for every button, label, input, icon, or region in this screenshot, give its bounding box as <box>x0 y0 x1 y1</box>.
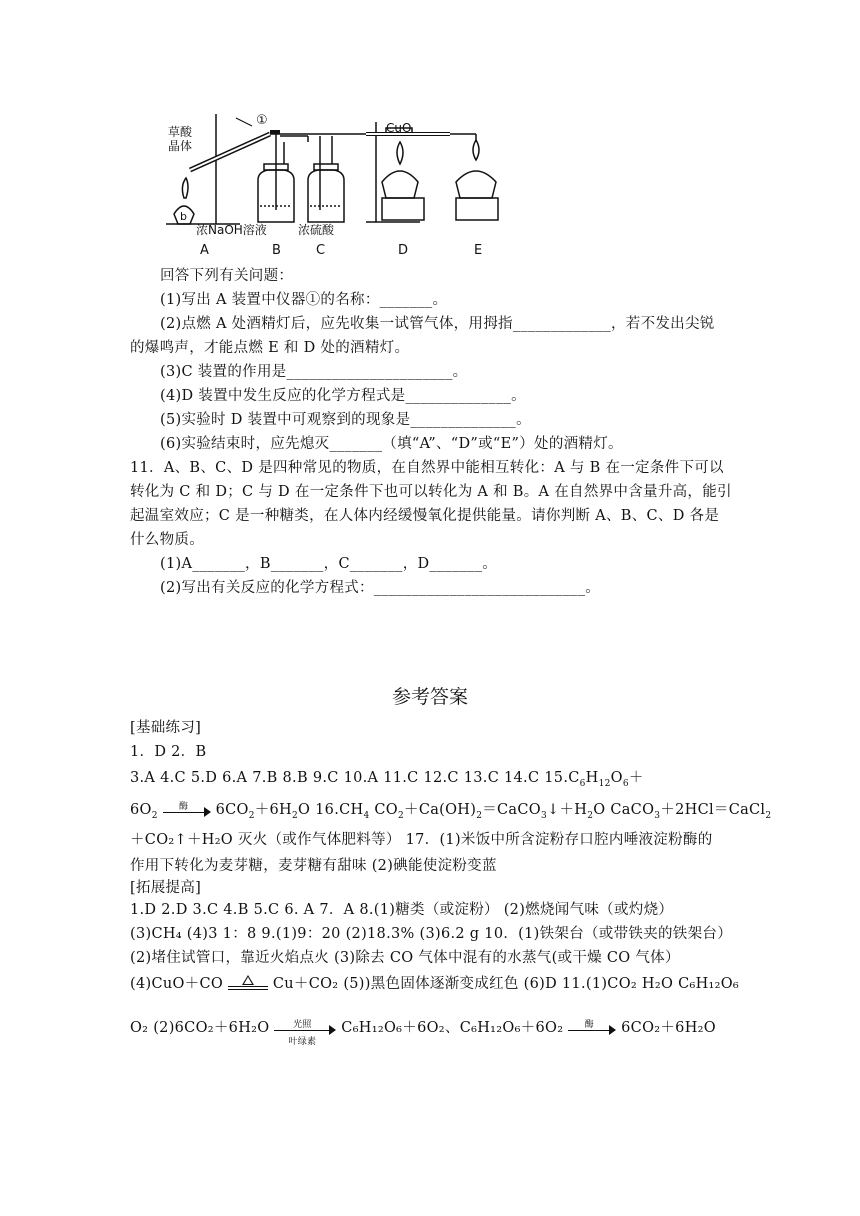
question-line: (3)C 装置的作用是______________________。 <box>160 364 468 380</box>
letter-b: B <box>272 243 281 258</box>
letter-c: C <box>316 243 326 258</box>
answer-line: $6O_2$ 酶 $6CO_2+6H_2O$ $16.CH_4$ $CO_2+Ca(OH)_2=CaCO_3↓+H_2O$ CaCO$_3$＋2HCl＝CaCl$_2$ <box>130 802 772 821</box>
question-line: (6)实验结束时，应先熄灭_______（填“A”、“D”或“E”）处的酒精灯。 <box>160 436 623 452</box>
answer-line: 1.D 2.D 3.C 4.B 5.C 6. A 7．A 8.(1)糖类（或淀粉） (2)燃烧闻气味（或灼烧） <box>130 902 674 918</box>
question-line: 回答下列有关问题： <box>160 268 294 284</box>
answer-title: 参考答案 <box>391 686 468 708</box>
answer-line: O₂ (2)6CO₂＋6H₂O 光照 叶绿素 C₆H₁₂O₆＋6O₂、C₆H₁₂O₆＋6O₂ 酶 6CO₂＋6H₂O <box>130 1020 716 1047</box>
basic-header: [基础练习] <box>130 720 202 736</box>
reaction-arrow: 酶 <box>163 803 211 817</box>
question-line: (5)实验时 D 装置中可观察到的现象是______________。 <box>160 412 531 428</box>
letter-a: A <box>200 243 209 258</box>
question-line: 11．A、B、C、D 是四种常见的物质，在自然界中能相互转化：A 与 B 在一定条件下可以 <box>130 460 724 476</box>
question-line: (1)写出 A 装置中仪器①的名称：_______。 <box>160 292 448 308</box>
question-line: (1)A_______，B_______，C_______，D_______。 <box>160 556 498 572</box>
answer-line: (2)堵住试管口，靠近火焰点火 (3)除去 CO 气体中混有的水蒸气(或干燥 CO 气体） <box>130 950 680 966</box>
answer-line: 3.A 4.C 5.D 6.A 7.B 8.B 9.C 10.A 11.C 12.C 13.C 14.C $15.C_6H_{12}O_6+$ <box>130 770 644 789</box>
extension-header: [拓展提高] <box>130 880 202 896</box>
lamp-letter: b <box>180 210 187 223</box>
question-line: 转化为 C 和 D；C 与 D 在一定条件下也可以转化为 A 和 B。A 在自然界中含量升高，能引 <box>130 484 732 500</box>
h2so4-label: 浓硫酸 <box>298 223 335 237</box>
answer-line: 作用下转化为麦芽糖，麦芽糖有甜味 (2)碘能使淀粉变蓝 <box>130 858 497 874</box>
apparatus-figure <box>160 112 520 262</box>
crystal-label-1: 草酸 <box>168 125 193 139</box>
question-line: (2)点燃 A 处酒精灯后，应先收集一试管气体，用拇指_____________，若不发出尖锐 <box>160 316 715 332</box>
answer-line: (4)CuO＋CO Cu＋CO₂ (5))黑色固体逐渐变成红色 (6)D 11.(1)CO₂ H₂O C₆H₁₂O₆ <box>130 976 740 992</box>
photosynthesis-arrow: 光照 叶绿素 <box>274 1021 336 1035</box>
answer-line: ＋CO₂↑＋H₂O 灭火（或作气体肥料等） 17．(1)米饭中所含淀粉存口腔内唾液淀粉酶的 <box>130 832 713 848</box>
question-line: (4)D 装置中发生反应的化学方程式是______________。 <box>160 388 526 404</box>
letter-d: D <box>398 243 409 258</box>
question-line: 什么物质。 <box>130 532 204 548</box>
naoh-label: 浓NaOH溶液 <box>196 223 267 237</box>
answer-line: 1．D 2．B <box>130 744 207 760</box>
answer-line: (3)CH₄ (4)3 1：8 9.(1)9：20 (2)18.3% (3)6.2 g 10．(1)铁架台（或带铁夹的铁架台） <box>130 926 732 942</box>
heat-symbol <box>228 977 268 991</box>
letter-e: E <box>474 243 483 258</box>
question-line: 起温室效应；C 是一种糖类，在人体内经缓慢氧化提供能量。请你判断 A、B、C、D 各是 <box>130 508 720 524</box>
question-line: (2)写出有关反应的化学方程式：____________________________。 <box>160 580 601 596</box>
cuo-label: CuO <box>386 121 412 135</box>
callout-number: ① <box>256 113 268 128</box>
crystal-label-2: 晶体 <box>168 139 193 153</box>
enzyme-arrow: 酶 <box>568 1021 616 1035</box>
question-line: 的爆鸣声，才能点燃 E 和 D 处的酒精灯。 <box>130 340 410 356</box>
